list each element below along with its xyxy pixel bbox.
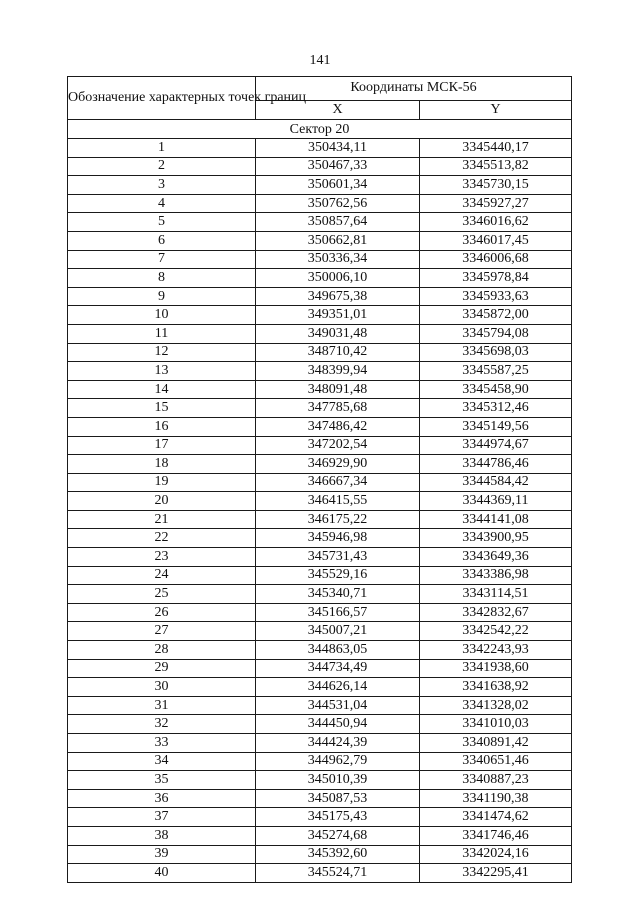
x-coordinate-cell: 345007,21 bbox=[256, 622, 420, 641]
x-coordinate-cell: 344962,79 bbox=[256, 752, 420, 771]
y-coordinate-cell: 3341010,03 bbox=[420, 715, 572, 734]
coordinates-system-header: Координаты МСК-56 bbox=[256, 77, 572, 101]
table-row bbox=[68, 864, 572, 883]
point-number-cell: 25 bbox=[68, 585, 256, 604]
x-coordinate-cell: 345529,16 bbox=[256, 566, 420, 585]
point-number-cell: 17 bbox=[68, 436, 256, 455]
x-coordinate-cell: 348710,42 bbox=[256, 343, 420, 362]
table-row bbox=[68, 492, 572, 511]
x-coordinate-cell: 344863,05 bbox=[256, 641, 420, 660]
table-row bbox=[68, 566, 572, 585]
x-coordinate-cell: 347486,42 bbox=[256, 417, 420, 436]
table-row bbox=[68, 473, 572, 492]
table-row bbox=[68, 752, 572, 771]
y-column-header: Y bbox=[420, 100, 572, 119]
y-coordinate-cell: 3341474,62 bbox=[420, 808, 572, 827]
point-number-cell: 24 bbox=[68, 566, 256, 585]
x-coordinate-cell: 350467,33 bbox=[256, 157, 420, 176]
x-column-header: X bbox=[256, 100, 420, 119]
x-coordinate-cell: 347202,54 bbox=[256, 436, 420, 455]
point-number-cell: 9 bbox=[68, 287, 256, 306]
x-coordinate-cell: 348091,48 bbox=[256, 380, 420, 399]
point-number-cell: 32 bbox=[68, 715, 256, 734]
y-coordinate-cell: 3344584,42 bbox=[420, 473, 572, 492]
y-coordinate-cell: 3345440,17 bbox=[420, 139, 572, 158]
x-coordinate-cell: 350434,11 bbox=[256, 139, 420, 158]
x-coordinate-cell: 349031,48 bbox=[256, 324, 420, 343]
point-number-cell: 37 bbox=[68, 808, 256, 827]
sector-label: Сектор 20 bbox=[68, 120, 572, 139]
table-row bbox=[68, 324, 572, 343]
point-number-cell: 15 bbox=[68, 399, 256, 418]
coordinates-table bbox=[67, 76, 572, 883]
y-coordinate-cell: 3341938,60 bbox=[420, 659, 572, 678]
y-coordinate-cell: 3341190,38 bbox=[420, 789, 572, 808]
table-row bbox=[68, 436, 572, 455]
table-row bbox=[68, 380, 572, 399]
point-number-cell: 2 bbox=[68, 157, 256, 176]
x-coordinate-cell: 346667,34 bbox=[256, 473, 420, 492]
x-coordinate-cell: 347785,68 bbox=[256, 399, 420, 418]
x-coordinate-cell: 345166,57 bbox=[256, 603, 420, 622]
table-row bbox=[68, 213, 572, 232]
table-row bbox=[68, 399, 572, 418]
point-number-cell: 31 bbox=[68, 696, 256, 715]
point-number-cell: 7 bbox=[68, 250, 256, 269]
x-coordinate-cell: 350006,10 bbox=[256, 269, 420, 288]
y-coordinate-cell: 3343900,95 bbox=[420, 529, 572, 548]
x-coordinate-cell: 346175,22 bbox=[256, 510, 420, 529]
table-row bbox=[68, 826, 572, 845]
point-number-cell: 39 bbox=[68, 845, 256, 864]
table-row bbox=[68, 269, 572, 288]
point-number-cell: 36 bbox=[68, 789, 256, 808]
x-coordinate-cell: 345175,43 bbox=[256, 808, 420, 827]
point-number-cell: 12 bbox=[68, 343, 256, 362]
point-number-cell: 10 bbox=[68, 306, 256, 325]
x-coordinate-cell: 344424,39 bbox=[256, 734, 420, 753]
table-row bbox=[68, 510, 572, 529]
x-coordinate-cell: 346415,55 bbox=[256, 492, 420, 511]
table-row bbox=[68, 734, 572, 753]
x-coordinate-cell: 345274,68 bbox=[256, 826, 420, 845]
x-coordinate-cell: 345087,53 bbox=[256, 789, 420, 808]
x-coordinate-cell: 345946,98 bbox=[256, 529, 420, 548]
table-row bbox=[68, 585, 572, 604]
y-coordinate-cell: 3342243,93 bbox=[420, 641, 572, 660]
table-row bbox=[68, 789, 572, 808]
table-row bbox=[68, 250, 572, 269]
y-coordinate-cell: 3342542,22 bbox=[420, 622, 572, 641]
table-header bbox=[68, 77, 572, 120]
y-coordinate-cell: 3345730,15 bbox=[420, 176, 572, 195]
table-row bbox=[68, 287, 572, 306]
table-row bbox=[68, 808, 572, 827]
point-number-cell: 28 bbox=[68, 641, 256, 660]
x-coordinate-cell: 345731,43 bbox=[256, 548, 420, 567]
point-number-cell: 34 bbox=[68, 752, 256, 771]
y-coordinate-cell: 3341638,92 bbox=[420, 678, 572, 697]
point-number-cell: 27 bbox=[68, 622, 256, 641]
y-coordinate-cell: 3343649,36 bbox=[420, 548, 572, 567]
y-coordinate-cell: 3345933,63 bbox=[420, 287, 572, 306]
table-row bbox=[68, 641, 572, 660]
point-number-cell: 5 bbox=[68, 213, 256, 232]
table-row bbox=[68, 157, 572, 176]
point-number-cell: 33 bbox=[68, 734, 256, 753]
x-coordinate-cell: 348399,94 bbox=[256, 362, 420, 381]
y-coordinate-cell: 3341746,46 bbox=[420, 826, 572, 845]
table-row bbox=[68, 715, 572, 734]
y-coordinate-cell: 3346017,45 bbox=[420, 231, 572, 250]
y-coordinate-cell: 3345587,25 bbox=[420, 362, 572, 381]
table-row bbox=[68, 417, 572, 436]
point-number-cell: 40 bbox=[68, 864, 256, 883]
x-coordinate-cell: 349351,01 bbox=[256, 306, 420, 325]
point-number-cell: 22 bbox=[68, 529, 256, 548]
y-coordinate-cell: 3344141,08 bbox=[420, 510, 572, 529]
table-row bbox=[68, 845, 572, 864]
y-coordinate-cell: 3345872,00 bbox=[420, 306, 572, 325]
x-coordinate-cell: 346929,90 bbox=[256, 455, 420, 474]
point-number-cell: 11 bbox=[68, 324, 256, 343]
point-number-cell: 20 bbox=[68, 492, 256, 511]
y-coordinate-cell: 3345927,27 bbox=[420, 194, 572, 213]
point-number-cell: 35 bbox=[68, 771, 256, 790]
x-coordinate-cell: 350857,64 bbox=[256, 213, 420, 232]
point-number-cell: 30 bbox=[68, 678, 256, 697]
table-row bbox=[68, 529, 572, 548]
table-row bbox=[68, 139, 572, 158]
x-coordinate-cell: 345524,71 bbox=[256, 864, 420, 883]
y-coordinate-cell: 3342832,67 bbox=[420, 603, 572, 622]
x-coordinate-cell: 344626,14 bbox=[256, 678, 420, 697]
y-coordinate-cell: 3341328,02 bbox=[420, 696, 572, 715]
y-coordinate-cell: 3340891,42 bbox=[420, 734, 572, 753]
x-coordinate-cell: 350762,56 bbox=[256, 194, 420, 213]
y-coordinate-cell: 3345458,90 bbox=[420, 380, 572, 399]
table-row bbox=[68, 306, 572, 325]
y-coordinate-cell: 3343386,98 bbox=[420, 566, 572, 585]
table-row bbox=[68, 362, 572, 381]
table-row bbox=[68, 771, 572, 790]
y-coordinate-cell: 3346016,62 bbox=[420, 213, 572, 232]
y-coordinate-cell: 3345794,08 bbox=[420, 324, 572, 343]
y-coordinate-cell: 3346006,68 bbox=[420, 250, 572, 269]
point-number-cell: 1 bbox=[68, 139, 256, 158]
page-number: 141 bbox=[309, 53, 331, 68]
point-number-cell: 13 bbox=[68, 362, 256, 381]
table-row bbox=[68, 678, 572, 697]
table-row bbox=[68, 455, 572, 474]
point-number-cell: 8 bbox=[68, 269, 256, 288]
point-number-cell: 29 bbox=[68, 659, 256, 678]
y-coordinate-cell: 3340651,46 bbox=[420, 752, 572, 771]
x-coordinate-cell: 344450,94 bbox=[256, 715, 420, 734]
y-coordinate-cell: 3345149,56 bbox=[420, 417, 572, 436]
point-number-cell: 38 bbox=[68, 826, 256, 845]
y-coordinate-cell: 3343114,51 bbox=[420, 585, 572, 604]
y-coordinate-cell: 3345978,84 bbox=[420, 269, 572, 288]
table-row bbox=[68, 194, 572, 213]
table-row bbox=[68, 622, 572, 641]
point-number-cell: 14 bbox=[68, 380, 256, 399]
point-number-cell: 23 bbox=[68, 548, 256, 567]
point-number-cell: 18 bbox=[68, 455, 256, 474]
y-coordinate-cell: 3342024,16 bbox=[420, 845, 572, 864]
x-coordinate-cell: 344531,04 bbox=[256, 696, 420, 715]
point-number-cell: 4 bbox=[68, 194, 256, 213]
x-coordinate-cell: 344734,49 bbox=[256, 659, 420, 678]
y-coordinate-cell: 3345698,03 bbox=[420, 343, 572, 362]
point-designation-header: Обозначение характерных точек границ bbox=[68, 77, 256, 120]
x-coordinate-cell: 345340,71 bbox=[256, 585, 420, 604]
y-coordinate-cell: 3340887,23 bbox=[420, 771, 572, 790]
y-coordinate-cell: 3344369,11 bbox=[420, 492, 572, 511]
x-coordinate-cell: 350662,81 bbox=[256, 231, 420, 250]
x-coordinate-cell: 345010,39 bbox=[256, 771, 420, 790]
y-coordinate-cell: 3345312,46 bbox=[420, 399, 572, 418]
table-row bbox=[68, 603, 572, 622]
y-coordinate-cell: 3344786,46 bbox=[420, 455, 572, 474]
point-number-cell: 21 bbox=[68, 510, 256, 529]
table-row bbox=[68, 548, 572, 567]
y-coordinate-cell: 3344974,67 bbox=[420, 436, 572, 455]
point-number-cell: 26 bbox=[68, 603, 256, 622]
table-row bbox=[68, 231, 572, 250]
point-number-cell: 3 bbox=[68, 176, 256, 195]
x-coordinate-cell: 349675,38 bbox=[256, 287, 420, 306]
point-number-cell: 6 bbox=[68, 231, 256, 250]
y-coordinate-cell: 3345513,82 bbox=[420, 157, 572, 176]
x-coordinate-cell: 350601,34 bbox=[256, 176, 420, 195]
table-row bbox=[68, 343, 572, 362]
y-coordinate-cell: 3342295,41 bbox=[420, 864, 572, 883]
table-row bbox=[68, 696, 572, 715]
table-row bbox=[68, 659, 572, 678]
point-number-cell: 19 bbox=[68, 473, 256, 492]
x-coordinate-cell: 350336,34 bbox=[256, 250, 420, 269]
table-row bbox=[68, 176, 572, 195]
x-coordinate-cell: 345392,60 bbox=[256, 845, 420, 864]
point-number-cell: 16 bbox=[68, 417, 256, 436]
table-body bbox=[68, 120, 572, 883]
